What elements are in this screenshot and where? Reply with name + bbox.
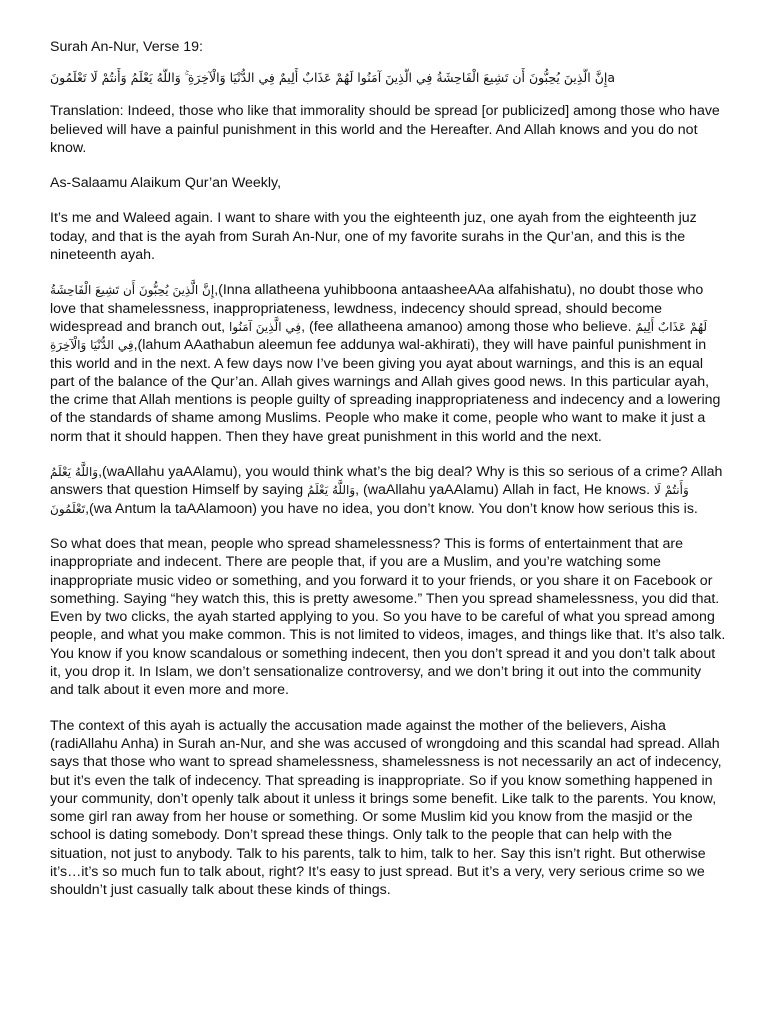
explanation-paragraph-1	[50, 281, 726, 446]
paragraph-text: , (fee allatheena amanoo) among those who believe.	[301, 318, 636, 335]
greeting: As-Salaamu Alaikum Qur’an Weekly,	[50, 175, 282, 192]
paragraph-text: ,(wa Antum la taAAlamoon) you have no idea, you don’t know. You don’t know how serious this is.	[85, 500, 698, 517]
context-paragraph: The context of this ayah is actually the accusation made against the mother of the believers, Aisha (radiAllahu Anha) in Surah an-Nur, and she was accused of wrongdoing and this scandal had spread. Allah says that those who want to spread shamelessness, shamelessness is not necessarily an act of indecency, but it’s even the talk of indecency. That spreading is inappropriate. So if you know something happened in your community, don’t openly talk about it unless it brings some benefit. Like talk to the parents. You know, some girl ran away from her house or something. Or some Muslim kid you know from the masjid or the school is dating somebody. Don’t spread these things. Only talk to the people that can help with the situation, not just to anybody. Talk to his parents, talk to him, talk to her. Say this isn’t right. But otherwise it’s…it’s so much fun to talk about, right? It’s easy to just spread. But it’s a very, very serious crime so we shouldn’t just casually talk about these kinds of things.	[50, 717, 722, 899]
arabic-verse	[50, 68, 726, 88]
arabic-verse-end: a	[607, 70, 616, 86]
arabic-phrase: فِي الَّذِينَ آمَنُوا	[229, 319, 302, 334]
explanation-paragraph-2	[50, 463, 726, 518]
paragraph-text: , (waAllahu yaAAlamu) Allah in fact, He knows.	[355, 482, 655, 499]
translation-paragraph: Translation: Indeed, those who like that immorality should be spread [or publicized] among those who have believed will have a painful punishment in this world and the Hereafter. And Allah knows and you do not know.	[50, 103, 720, 156]
arabic-verse-text: إِنَّ الَّذِينَ يُحِبُّونَ أَن تَشِيعَ الْفَاحِشَةُ فِي الَّذِينَ آمَنُوا لَهُمْ عَذَابٌ أَلِيمٌ فِي الدُّنْيَا وَالْآخِرَةِ ۚ وَاللَّهُ يَعْلَمُ وَأَنتُمْ لَا تَعْلَمُونَ	[50, 70, 608, 86]
arabic-phrase: إِنَّ الَّذِينَ يُحِبُّونَ أَن تَشِيعَ الْفَاحِشَةُ	[50, 283, 215, 298]
shamelessness-paragraph: So what does that mean, people who spread shamelessness? This is forms of entertainment that are inappropriate and indecent. There are people that, if you are a Muslim, and you’re watching some inappropriate music video or something, and you forward it to your friends, or you share it on Facebook or something. Saying “hey watch this, this is pretty awesome.” Then you spread shamelessness, you did that. Even by two clicks, the ayah started applying to you. So you have to be careful of what you spread among people, and what you make common. This is not limited to videos, images, and things like that. It’s also talk. You know if you know scandalous or something indecent, then you don’t spread it and you don’t talk about it, you drop it. In Islam, we don’t sensationalize controversy, and we don’t bring it out into the community and talk about it even more and more.	[50, 535, 726, 699]
intro-paragraph: It’s me and Waleed again. I want to share with you the eighteenth juz, one ayah from the eighteenth juz today, and that is the ayah from Surah An-Nur, one of my favorite surahs in the Qur’an, and this is the nineteenth ayah.	[50, 210, 697, 264]
arabic-phrase: وَاللَّهُ يَعْلَمُ	[307, 483, 356, 498]
verse-heading: Surah An-Nur, Verse 19:	[50, 39, 203, 55]
paragraph-text: ,(waAllahu yaAAlamu), you would think what’s the big deal? Why is this so serious of a crime? Allah answers that question Himself by saying	[50, 464, 723, 499]
arabic-phrase: وَاللَّهُ يَعْلَمُ	[50, 465, 99, 480]
arabic-phrase: وَأَنتُمْ لَا تَعْلَمُونَ	[50, 483, 689, 516]
paragraph-text: ,(lahum AAathabun aleemun fee addunya wal-akhirati), they will have painful punishment in this world and in the next. A few days now I’ve been giving you ayat about warnings, and this is an equal part of the balance of the Qur’an. Allah gives warnings and Allah gives good news. In this particular ayah, the crime that Allah mentions is people guilty of spreading inappropriateness and indecency and a lowering of the standards of shame among Muslims. People who make it come, people who want to make it just a norm that it should happen. Then they have great punishment in this world and the next.	[50, 337, 721, 445]
arabic-phrase: لَهُمْ عَذَابٌ أَلِيمٌ فِي الدُّنْيَا وَالْآخِرَةِ	[50, 319, 708, 353]
paragraph-text: ,(Inna allatheena yuhibboona antaasheeAAa alfahishatu), no doubt those who love that shamelessness, inappropriateness, lewdness, indecency should spread, should become widespread and branch out,	[50, 282, 704, 335]
